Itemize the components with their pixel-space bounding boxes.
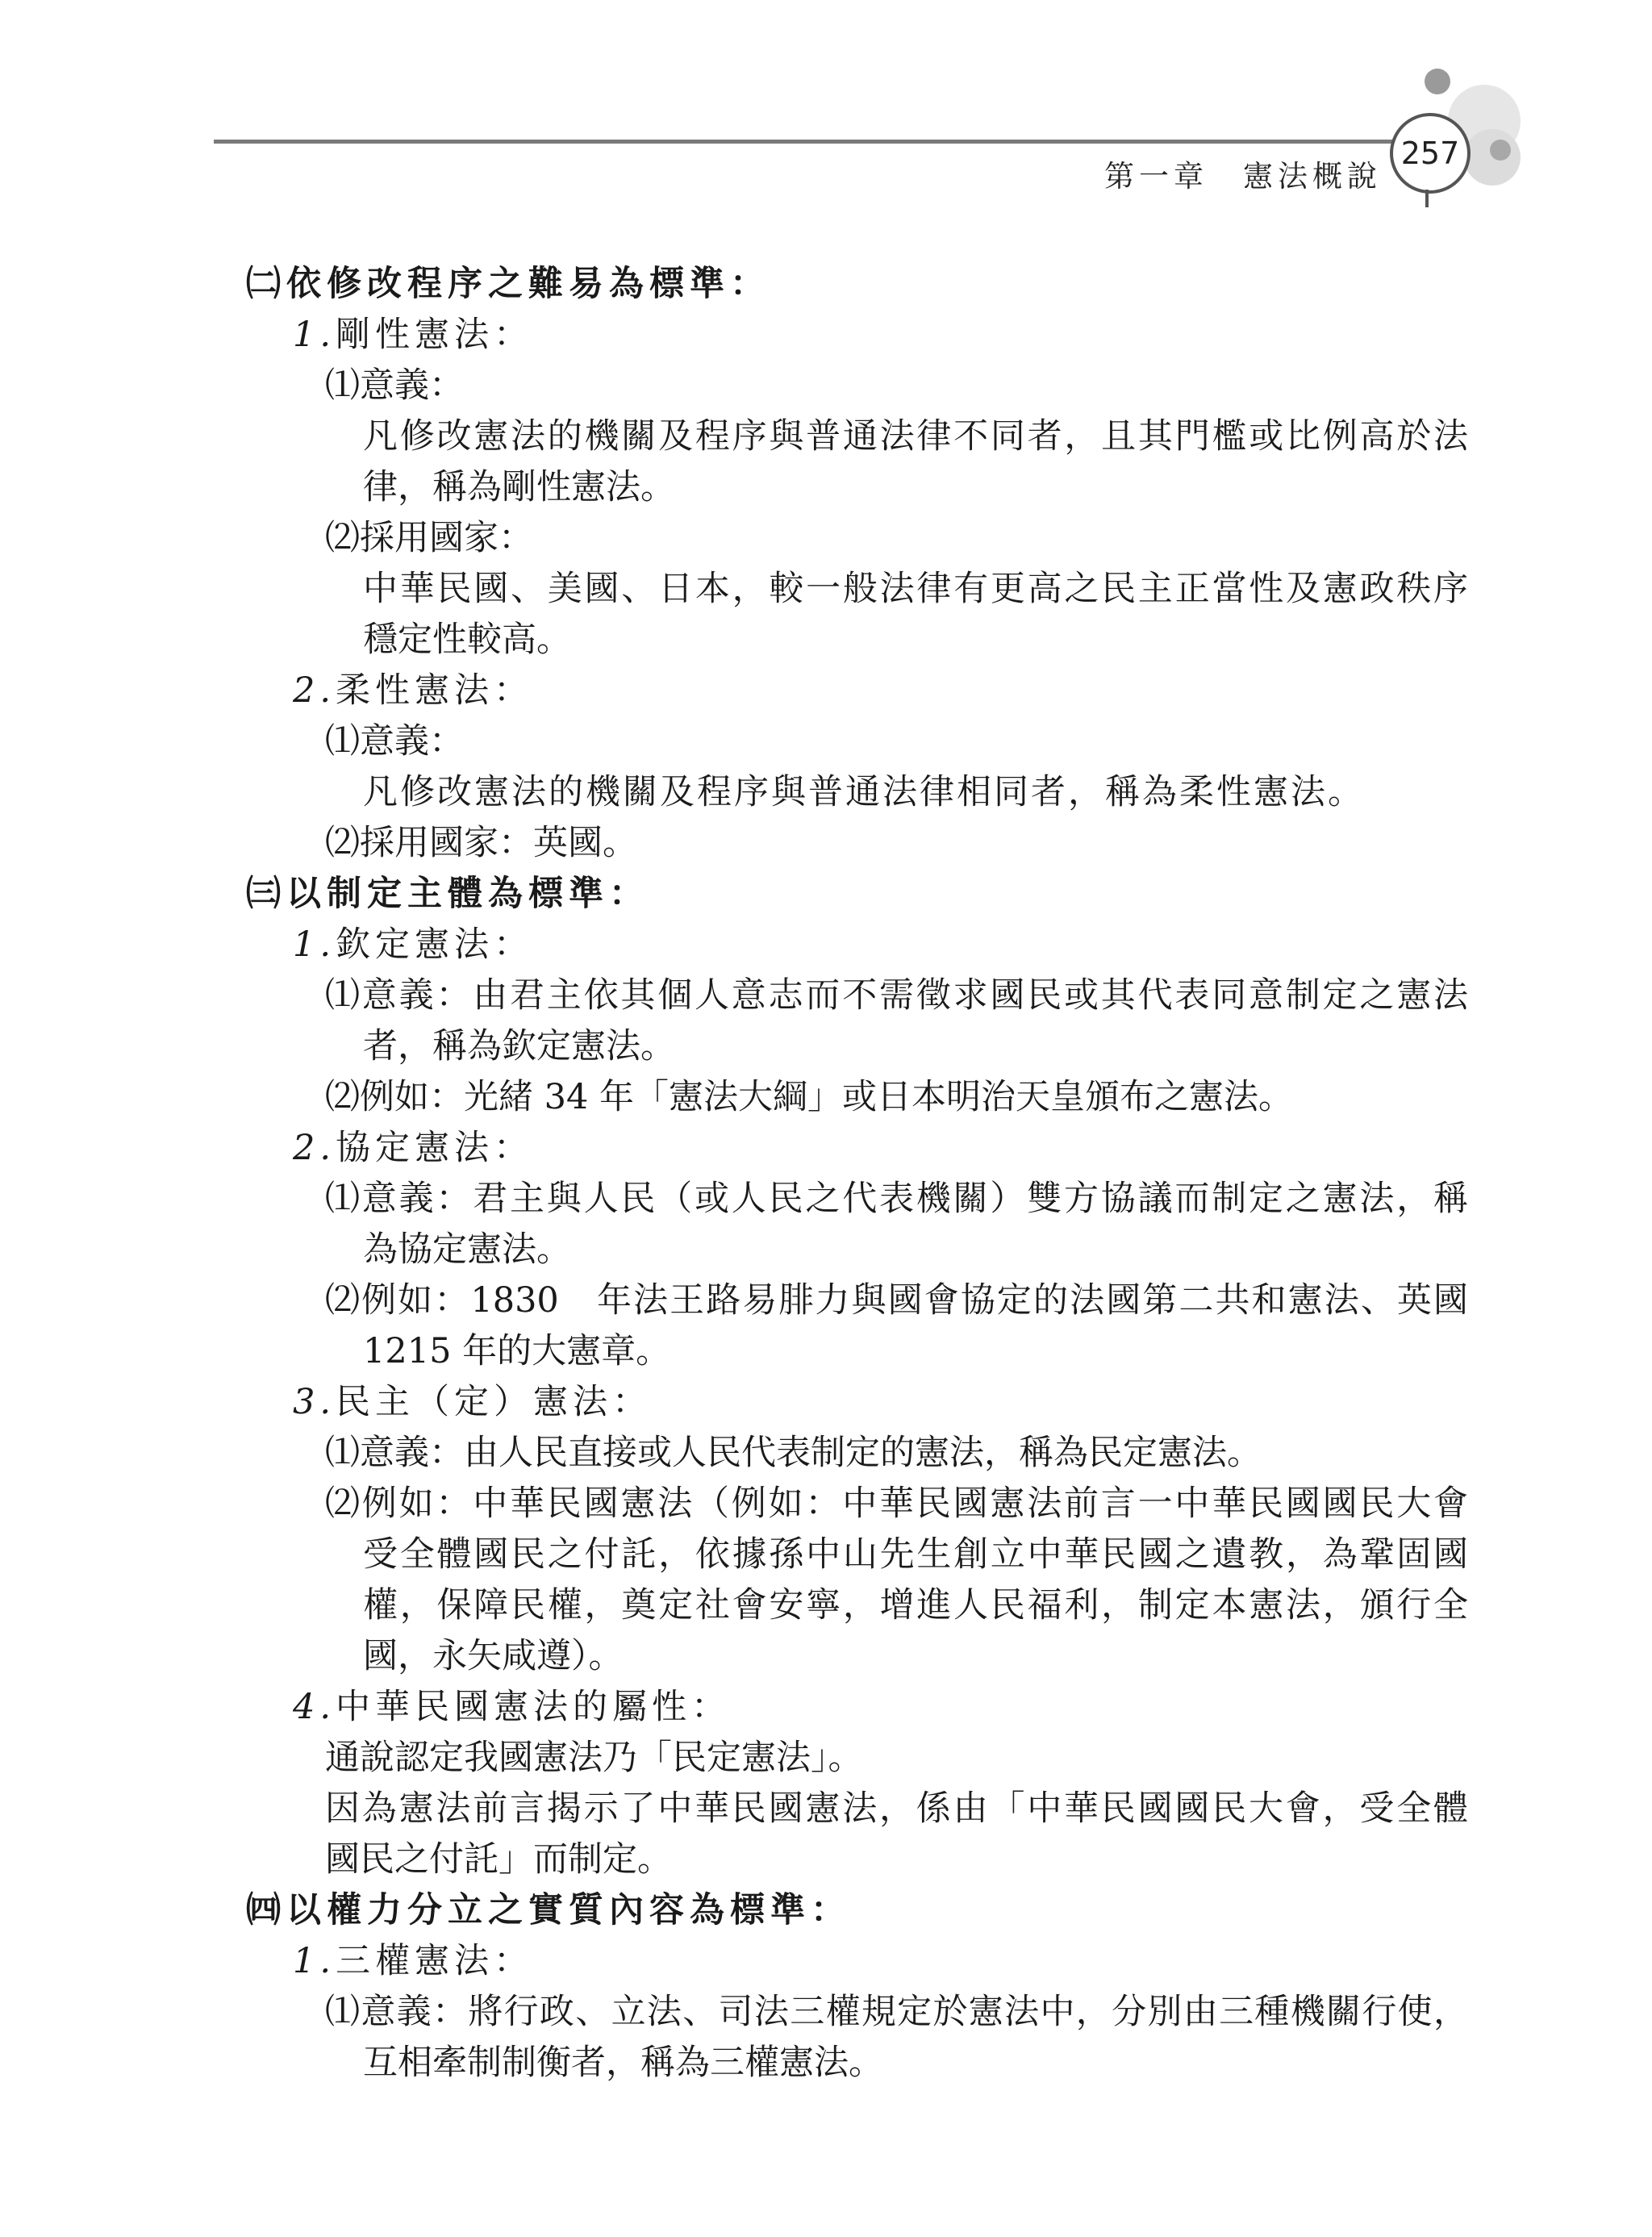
chapter-title: 第一章 憲法概說 [1104, 159, 1382, 194]
subsection-number: 1. [293, 924, 336, 965]
subsection-title: 三權憲法： [336, 1941, 534, 1981]
subsection-title: 協定憲法： [336, 1128, 534, 1168]
section-heading: ㈣以權力分立之實質內容為標準： [246, 1890, 851, 1930]
subsection-title: 中華民國憲法的屬性： [336, 1687, 732, 1727]
paragraph-line: 凡修改憲法的機關及程序與普通法律不同者，且其門檻或比例高於法 [363, 416, 1468, 457]
subsection-title: 柔性憲法： [336, 670, 534, 711]
item-line: ⑴意義：由君主依其個人意志而不需徵求國民或其代表同意制定之憲法 [325, 975, 1468, 1016]
page-number: 257 [1400, 136, 1460, 171]
subsection-heading [293, 920, 533, 969]
paragraph-line: 1215 年的大憲章。 [363, 1331, 671, 1371]
section-heading: ㈡依修改程序之難易為標準： [246, 264, 770, 304]
subsection-number: 4. [293, 1687, 336, 1727]
item-line: ⑵例如：光緒 34 年「憲法大綱」或日本明治天皇頒布之憲法。 [325, 1077, 1294, 1117]
paragraph-line: 通說認定我國憲法乃「民定憲法」。 [325, 1738, 863, 1778]
subsection-heading [293, 1683, 731, 1731]
subsection-number: 3. [293, 1382, 336, 1422]
item-line: ⑴意義：君主與人民（或人民之代表機關）雙方協議而制定之憲法，稱 [325, 1179, 1468, 1219]
subsection-number: 2. [293, 1128, 336, 1168]
paragraph-line: 受全體國民之付託，依據孫中山先生創立中華民國之遺教，為鞏固國 [363, 1534, 1468, 1575]
item-line: ⑵例如：中華民國憲法（例如：中華民國憲法前言一中華民國國民大會 [325, 1484, 1468, 1524]
subsection-heading [293, 666, 533, 715]
subsection-title: 民主（定）憲法： [336, 1382, 653, 1422]
subsection-title: 欽定憲法： [336, 924, 534, 965]
paragraph-line: 為協定憲法。 [363, 1229, 571, 1270]
paragraph-line: 國民之付託」而制定。 [325, 1839, 672, 1880]
paragraph-line: 凡修改憲法的機關及程序與普通法律相同者，稱為柔性憲法。 [363, 772, 1365, 812]
item-line: ⑴意義：由人民直接或人民代表制定的憲法，稱為民定憲法。 [325, 1433, 1262, 1473]
paragraph-line: 者，稱為欽定憲法。 [363, 1026, 675, 1066]
paragraph-line: 權，保障民權，奠定社會安寧，增進人民福利，制定本憲法，頒行全 [363, 1585, 1468, 1626]
paragraph-line: 國，永矢咸遵）。 [363, 1636, 624, 1676]
item-line: ⑴意義：將行政、立法、司法三權規定於憲法中，分別由三種機關行使， [325, 1992, 1468, 2032]
paragraph-line: 因為憲法前言揭示了中華民國憲法，係由「中華民國國民大會，受全體 [325, 1788, 1468, 1829]
item-line: ⑵例如：1830 年法王路易腓力與國會協定的法國第二共和憲法、英國 [325, 1280, 1468, 1321]
subsection-number: 2. [293, 670, 336, 711]
subsection-heading [293, 1124, 533, 1172]
paragraph-line: 穩定性較高。 [363, 620, 571, 660]
subsection-heading [293, 1937, 533, 1985]
section-heading: ㈢以制定主體為標準： [246, 874, 649, 914]
paragraph-line: 互相牽制制衡者，稱為三權憲法。 [363, 2043, 883, 2083]
subsection-title: 剛性憲法： [336, 315, 534, 355]
paragraph-line: 律，稱為剛性憲法。 [363, 467, 675, 507]
subsection-number: 1. [293, 1941, 336, 1981]
item-heading: ⑴意義： [325, 721, 464, 762]
subsection-number: 1. [293, 315, 336, 355]
subsection-heading [293, 311, 533, 359]
item-heading: ⑵採用國家： [325, 518, 533, 558]
paragraph-line: 中華民國、美國、日本，較一般法律有更高之民主正當性及憲政秩序 [363, 569, 1468, 609]
subsection-heading [293, 1378, 652, 1426]
item-line: ⑵採用國家：英國。 [325, 823, 637, 863]
item-heading: ⑴意義： [325, 365, 464, 406]
